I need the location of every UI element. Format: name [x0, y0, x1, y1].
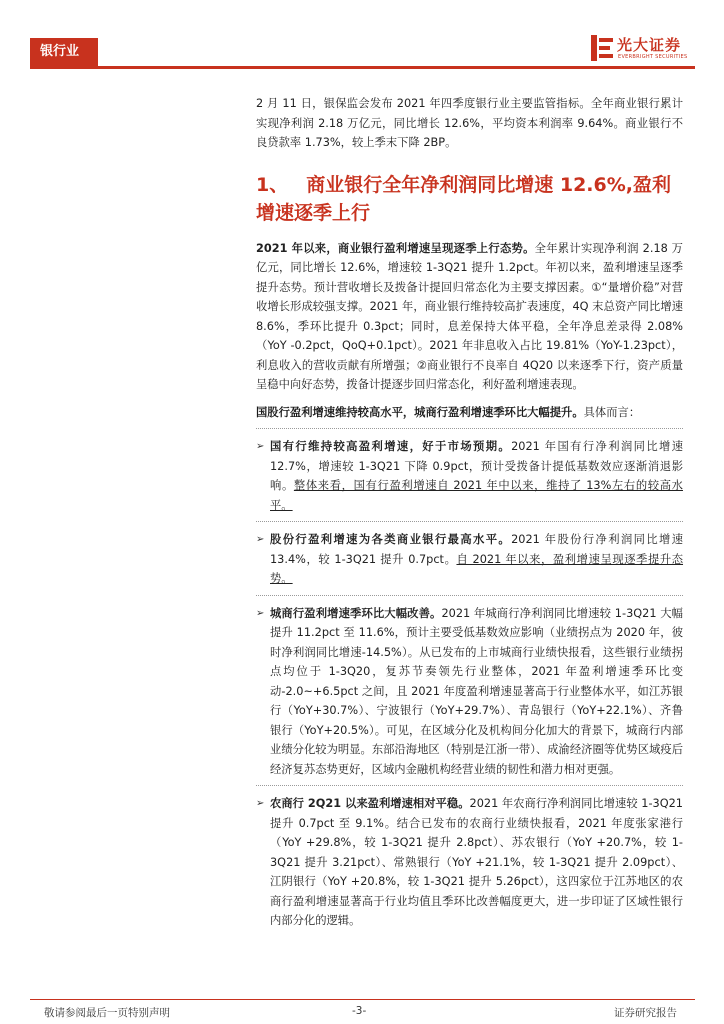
section-heading: [256, 171, 683, 227]
section-title-text: 商业银行全年净利润同比增速 12.6%,盈利增速逐季上行: [256, 173, 671, 224]
everbright-logo-icon: [591, 35, 613, 61]
bullet-arrow-icon: ➢: [256, 441, 265, 452]
segment-summary-tail: 具体而言：: [583, 405, 641, 419]
bullet-joint-stock-banks: [256, 530, 683, 589]
section-number: 1、: [256, 173, 289, 196]
overview-body: 全年累计实现净利润 2.18 万亿元，同比增长 12.6%，增速较 1-3Q21 提升 1.2pct。年初以来，盈利增速呈逐季提升态势。预计营收增长及拨备计提回归常态化为主要支撑因素。①“量增价稳”对营收增长形成较强支撑。2021 年，商业银行维持较高扩表速度，4Q 末总资产同比增速 8.6%，季环比提升 0.3pct；同时，息差保持大体平稳，全年净息差录得 2.08%（YoY -0.2pct，QoQ+0.1pct）。2021 年非息收入占比 19.81%（YoY-1.23pct），利息收入的营收贡献有所增强；②商业银行不良率自 4Q20 以来逐季下行，资产质量呈稳中向好态势，拨备计提逐步回归常态化，利好盈利增速表现。: [256, 241, 683, 391]
section-tag: 银行业: [30, 38, 98, 66]
bullet-lead: 国有行维持较高盈利增速，好于市场预期。: [270, 440, 512, 453]
intro-paragraph: 2 月 11 日，银保监会发布 2021 年四季度银行业主要监管指标。全年商业银行累计实现净利润 2.18 万亿元，同比增长 12.6%，平均资本利润率 9.64%。商业银行不良贷款率 1.73%，较上季末下降 2BP。: [256, 97, 683, 149]
logo-text-cn: 光大证券: [617, 36, 682, 54]
bullet-arrow-icon: ➢: [256, 607, 265, 619]
page-number: -3-: [352, 1005, 367, 1017]
bullet-state-banks: [256, 437, 683, 515]
bullet-body: 2021 年城商行净利润同比增速较 1-3Q21 大幅提升 11.2pct 至 11.6%，预计主要受低基数效应影响（业绩拐点为 2020 年，彼时净利润同比增速-14.5%）。从已发布的上市城商行业绩快报看，这些银行业绩拐点均位于 1-3Q20，复苏节奏领先行业整体，2021 年盈利增速季环比变动-2.0~+6.5pct 之间，且 2021 年度盈利增速显著高于行业整体水平，如江苏银行（YoY+30.7%）、宁波银行（YoY+29.7%）、青岛银行（YoY+22.1%）、齐鲁银行（YoY+20.5%）。可见，在区域分化及机构间分化加大的背景下，城商行内部业绩分化较为明显。东部沿海地区（特别是江浙一带）、成渝经济圈等优势区域疫后经济复苏态势更好，区域内金融机构经营业绩的韧性和潜力相对更强。: [270, 606, 683, 776]
dotted-divider: [256, 521, 683, 522]
report-type: 证券研究报告: [614, 1007, 677, 1019]
bullet-arrow-icon: ➢: [256, 798, 265, 809]
segment-summary-lead: 国股行盈利增速维持较高水平，城商行盈利增速季环比大幅提升。: [256, 405, 584, 419]
header-divider: [30, 66, 695, 69]
bullet-lead: 股份行盈利增速为各类商业银行最高水平。: [270, 533, 512, 546]
overview-lead: 2021 年以来，商业银行盈利增速呈现逐季上行态势。: [256, 241, 535, 255]
bullet-body: 2021 年股份行净利润同比增速 13.4%，较 1-3Q21 提升 0.7pct。: [270, 533, 683, 566]
dotted-divider: [256, 785, 683, 786]
bullet-lead: 农商行 2Q21 以来盈利增速相对平稳。: [270, 797, 470, 810]
overview-paragraph: [256, 239, 683, 395]
bullet-underlined: 自 2021 年以来，盈利增速呈现逐季提升态势。: [270, 552, 684, 585]
bullet-underlined: 整体来看，国有行盈利增速自 2021 年中以来，维持了 13%左右的较高水平。: [270, 479, 683, 512]
bullet-arrow-icon: ➢: [256, 534, 265, 545]
disclaimer-note: 敬请参阅最后一页特别声明: [44, 1007, 170, 1019]
bullet-city-banks: [256, 604, 683, 780]
bullet-rural-banks: [256, 794, 683, 931]
segment-summary: [256, 403, 683, 423]
bullet-lead: 城商行盈利增速季环比大幅改善。: [270, 606, 442, 620]
report-body: [256, 94, 683, 931]
logo-text-en: EVERBRIGHT SECURITIES: [618, 54, 688, 60]
bullet-body: 2021 年农商行净利润同比增速较 1-3Q21 提升 0.7pct 至 9.1%。结合已发布的农商行业绩快报看，2021 年度张家港行（YoY +29.8%，较 1-3Q21 提升 2.8pct）、苏农银行（YoY +20.7%，较 1-3Q21 提升 3.21pct）、常熟银行（YoY +21.1%，较 1-3Q21 提升 2.09pct）、江阴银行（YoY +20.8%，较 1-3Q21 提升 5.26pct），这四家位于江苏地区的农商行盈利增速显著高于行业均值且季环比改善幅度更大，进一步印证了区域性银行内部分化的逻辑。: [270, 797, 683, 927]
bullet-body: 2021 年国有行净利润同比增速 12.7%，增速较 1-3Q21 下降 0.9pct，预计受拨备计提低基数效应逐渐消退影响。: [270, 440, 683, 492]
brand-logo: [591, 33, 701, 65]
footer-divider: [30, 999, 695, 1000]
dotted-divider: [256, 595, 683, 596]
dotted-divider: [256, 428, 683, 429]
